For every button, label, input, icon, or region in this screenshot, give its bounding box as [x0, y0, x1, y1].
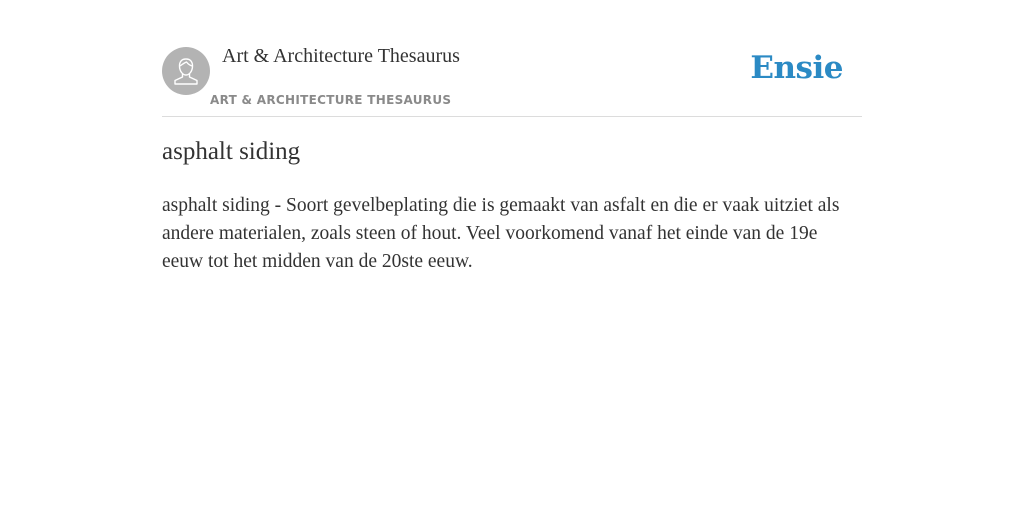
author-source-label[interactable]: ART & ARCHITECTURE THESAURUS — [210, 93, 452, 107]
author-avatar[interactable] — [162, 47, 210, 95]
term-title: asphalt siding — [162, 138, 301, 165]
user-silhouette-icon — [162, 47, 210, 95]
term-definition: asphalt siding - Soort gevelbeplating die is gemaakt van asfalt en die er vaak uitziet als andere materialen, zoals steen of hout. Veel voorkomend vanaf het einde van de 19e eeuw tot het midden van de 20ste eeuw. — [162, 195, 840, 272]
ensie-logo[interactable]: Ensie — [750, 50, 843, 86]
author-name[interactable]: Art & Architecture Thesaurus — [222, 45, 460, 67]
author-header — [162, 36, 862, 117]
